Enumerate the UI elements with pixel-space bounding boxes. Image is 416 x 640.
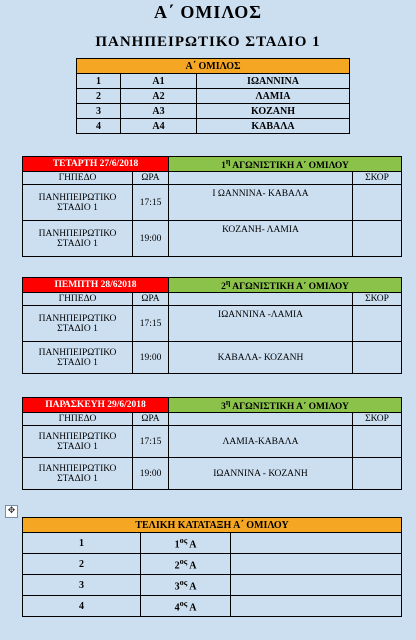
- table-row: [23, 221, 402, 257]
- table-row: [23, 533, 402, 554]
- group-code: Α1: [121, 74, 197, 89]
- game-field: ΠΑΝΗΠΕΙΡΩΤΙΚΟ ΣΤΑΔΙΟ 1: [23, 221, 133, 257]
- game-score[interactable]: [353, 221, 402, 257]
- standings-rank: $3^{o\varsigma}$ Α: [141, 575, 231, 596]
- col-match: [169, 413, 353, 426]
- col-time: ΩΡΑ: [133, 293, 169, 306]
- game-match: ΚΑΒΑΛΑ- ΚΟΖΑΝΗ: [169, 342, 353, 374]
- standings-rank: $4^{o\varsigma}$ Α: [141, 596, 231, 617]
- standings-rank: $1^{o\varsigma}$ Α: [141, 533, 231, 554]
- round-title: $3^\eta$ ΑΓΩΝΙΣΤΙΚΗ Α΄ ΟΜΙΛΟΥ: [169, 398, 402, 413]
- group-team: ΚΟΖΑΝΗ: [197, 104, 350, 119]
- round-title: $1^\eta$ ΑΓΩΝΙΣΤΙΚΗ Α΄ ΟΜΙΛΟΥ: [169, 157, 402, 172]
- game-field: ΠΑΝΗΠΕΙΡΩΤΙΚΟ ΣΤΑΔΙΟ 1: [23, 306, 133, 342]
- table-row: [77, 104, 350, 119]
- standings-team[interactable]: [231, 554, 402, 575]
- group-num: 3: [77, 104, 121, 119]
- table-row: [23, 426, 402, 458]
- group-team: ΛΑΜΙΑ: [197, 89, 350, 104]
- group-table-header: Α΄ ΟΜΙΛΟΣ: [77, 59, 350, 74]
- col-match: [169, 172, 353, 185]
- table-row: [23, 342, 402, 374]
- group-code: Α2: [121, 89, 197, 104]
- game-match: Ι ΩΑΝΝΙΝΑ- ΚΑΒΑΛΑ: [169, 185, 353, 221]
- page-subtitle: ΠΑΝΗΠΕΙΡΩΤΙΚΟ ΣΤΑΔΙΟ 1: [95, 34, 321, 50]
- game-field: ΠΑΝΗΠΕΙΡΩΤΙΚΟ ΣΤΑΔΙΟ 1: [23, 426, 133, 458]
- round-title: $2^\eta$ ΑΓΩΝΙΣΤΙΚΗ Α΄ ΟΜΙΛΟΥ: [169, 278, 402, 293]
- group-num: 4: [77, 119, 121, 134]
- matchday-date: ΤΕΤΑΡΤΗ 27/6/2018: [23, 157, 169, 172]
- game-match: ΚΟΖΑΝΗ- ΛΑΜΙΑ: [169, 221, 353, 257]
- matchday-1-table: [22, 156, 402, 257]
- table-row: [77, 89, 350, 104]
- standings-team[interactable]: [231, 533, 402, 554]
- standings-table: [22, 517, 402, 617]
- game-time: 17:15: [133, 426, 169, 458]
- standings-team[interactable]: [231, 596, 402, 617]
- table-row: [23, 554, 402, 575]
- group-team: ΚΑΒΑΛΑ: [197, 119, 350, 134]
- table-row: [23, 575, 402, 596]
- col-field: ΓΗΠΕΔΟ: [23, 413, 133, 426]
- standings-pos: 4: [23, 596, 141, 617]
- game-time: 19:00: [133, 458, 169, 490]
- table-row: [23, 185, 402, 221]
- game-match: ΙΩΑΝΝΙΝΑ -ΛΑΜΙΑ: [169, 306, 353, 342]
- standings-pos: 2: [23, 554, 141, 575]
- game-match: ΛΑΜΙΑ-ΚΑΒΑΛΑ: [169, 426, 353, 458]
- game-field: ΠΑΝΗΠΕΙΡΩΤΙΚΟ ΣΤΑΔΙΟ 1: [23, 458, 133, 490]
- move-handle-icon[interactable]: ✥: [5, 505, 18, 518]
- game-field: ΠΑΝΗΠΕΙΡΩΤΙΚΟ ΣΤΑΔΙΟ 1: [23, 185, 133, 221]
- group-num: 1: [77, 74, 121, 89]
- standings-pos: 3: [23, 575, 141, 596]
- group-code: Α3: [121, 104, 197, 119]
- group-code: Α4: [121, 119, 197, 134]
- group-table: [76, 58, 350, 134]
- standings-team[interactable]: [231, 575, 402, 596]
- game-score[interactable]: [353, 342, 402, 374]
- col-score: ΣΚΟΡ: [353, 413, 402, 426]
- table-row: [23, 458, 402, 490]
- page-title: Α΄ ΟΜΙΛΟΣ: [153, 2, 263, 22]
- standings-rank: $2^{o\varsigma}$ Α: [141, 554, 231, 575]
- game-score[interactable]: [353, 426, 402, 458]
- table-row: [77, 119, 350, 134]
- matchday-date: ΠΑΡΑΣΚΕΥΗ 29/6/2018: [23, 398, 169, 413]
- col-time: ΩΡΑ: [133, 413, 169, 426]
- game-field: ΠΑΝΗΠΕΙΡΩΤΙΚΟ ΣΤΑΔΙΟ 1: [23, 342, 133, 374]
- game-time: 19:00: [133, 221, 169, 257]
- col-time: ΩΡΑ: [133, 172, 169, 185]
- group-num: 2: [77, 89, 121, 104]
- table-row: [23, 306, 402, 342]
- game-score[interactable]: [353, 306, 402, 342]
- table-row: [23, 596, 402, 617]
- matchday-date: ΠΕΜΠΤΗ 28/62018: [23, 278, 169, 293]
- game-time: 17:15: [133, 306, 169, 342]
- table-row: [77, 74, 350, 89]
- game-time: 19:00: [133, 342, 169, 374]
- standings-header: ΤΕΛΙΚΗ ΚΑΤΑΤΑΞΗ Α΄ ΟΜΙΛΟΥ: [23, 518, 402, 533]
- col-score: ΣΚΟΡ: [353, 172, 402, 185]
- col-match: [169, 293, 353, 306]
- standings-pos: 1: [23, 533, 141, 554]
- col-field: ΓΗΠΕΔΟ: [23, 172, 133, 185]
- game-time: 17:15: [133, 185, 169, 221]
- col-field: ΓΗΠΕΔΟ: [23, 293, 133, 306]
- game-match: ΙΩΑΝΝΙΝΑ - ΚΟΖΑΝΗ: [169, 458, 353, 490]
- matchday-2-table: [22, 277, 402, 374]
- game-score[interactable]: [353, 185, 402, 221]
- game-score[interactable]: [353, 458, 402, 490]
- group-team: ΙΩΑΝΝΙΝΑ: [197, 74, 350, 89]
- col-score: ΣΚΟΡ: [353, 293, 402, 306]
- matchday-3-table: [22, 397, 402, 490]
